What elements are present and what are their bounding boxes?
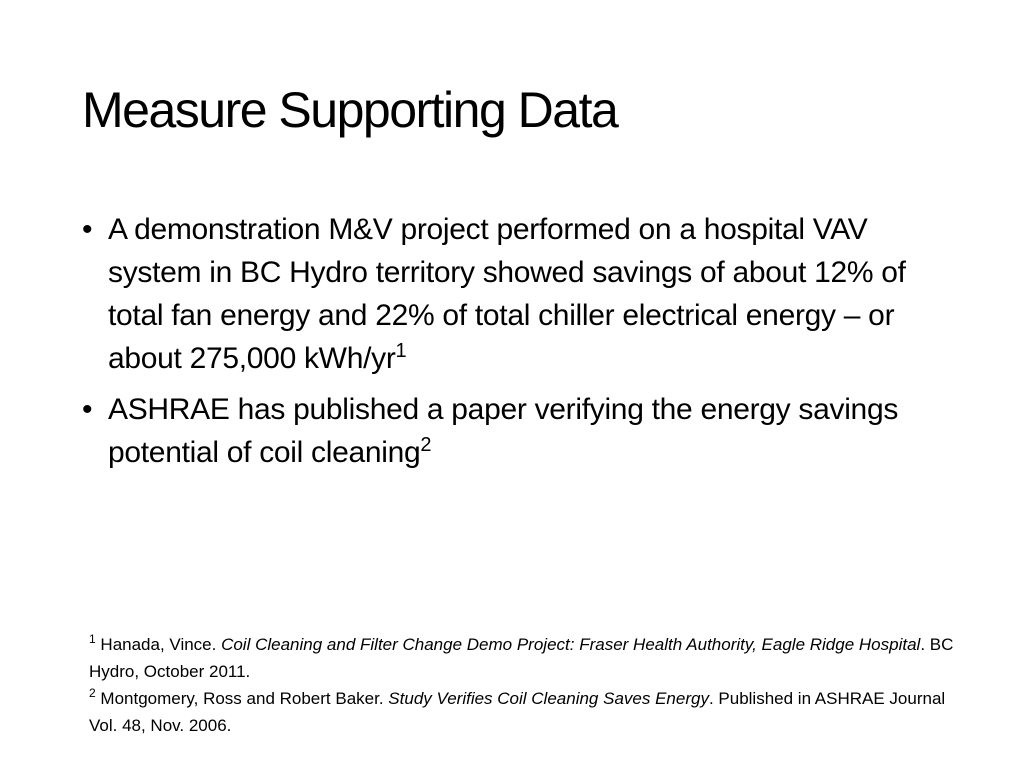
bullet-text: A demonstration M&V project performed on a hospital VAV system in BC Hydro territory showed savings of about 12% of total fan energy and 22% of total chiller electrical energy – or about 275,000 kWh/yr bbox=[108, 213, 906, 375]
reference-author: Hanada, Vince. bbox=[95, 635, 222, 654]
slide-title: Measure Supporting Data bbox=[82, 82, 618, 138]
bullet-text: ASHRAE has published a paper verifying the energy savings potential of coil cleaning bbox=[108, 393, 899, 469]
reference-number: 1 bbox=[89, 632, 96, 646]
references bbox=[89, 631, 959, 739]
reference-publisher: . BC Hydro, October 2011. bbox=[89, 635, 954, 681]
bullet-dot-icon: • bbox=[82, 213, 93, 246]
bullet-list bbox=[80, 208, 960, 482]
reference-number: 2 bbox=[89, 686, 96, 700]
reference-item bbox=[89, 631, 959, 685]
reference-publisher: . Published in ASHRAE Journal Vol. 48, Nov. 2006. bbox=[89, 689, 946, 735]
reference-item bbox=[89, 685, 959, 739]
reference-author: Montgomery, Ross and Robert Baker. bbox=[95, 689, 389, 708]
bullet-item bbox=[80, 388, 960, 474]
reference-title: Study Verifies Coil Cleaning Saves Energy bbox=[388, 689, 709, 708]
footnote-marker: 2 bbox=[420, 434, 432, 456]
footnote-marker: 1 bbox=[395, 340, 407, 362]
bullet-item bbox=[80, 208, 960, 380]
reference-title: Coil Cleaning and Filter Change Demo Project: Fraser Health Authority, Eagle Ridge Hospital bbox=[221, 635, 921, 654]
bullet-dot-icon: • bbox=[82, 393, 93, 426]
